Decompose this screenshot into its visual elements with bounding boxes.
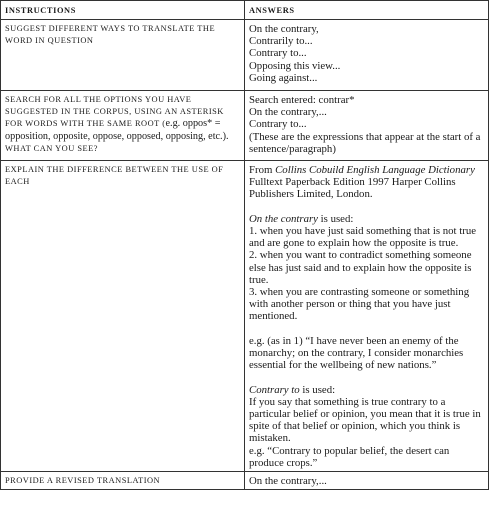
instructions-header: INSTRUCTIONS: [1, 1, 245, 20]
header-row: [1, 1, 489, 20]
instruction-cell: [1, 91, 245, 161]
instruction-cell: SUGGEST DIFFERENT WAYS TO TRANSLATE THE WORD IN QUESTION: [1, 20, 245, 91]
answer-line: Search entered: contrar*: [249, 94, 355, 106]
instruction-cell: PROVIDE A REVISED TRANSLATION: [1, 472, 245, 490]
answer-line: Opposing this view...: [249, 59, 341, 72]
answer-cell: [245, 91, 489, 161]
table-row: [1, 472, 489, 490]
answer-line: Contrarily to...: [249, 35, 313, 48]
instruction-text: SEARCH FOR ALL THE OPTIONS YOU HAVE SUGGESTED IN THE CORPUS, USING AN ASTERISK FOR WORDS WITH THE SAME ROOT (: [5, 95, 224, 129]
table-row: [1, 91, 489, 161]
answer-cell: [245, 20, 489, 91]
answer-line: On the contrary,: [249, 23, 319, 35]
answer-line: Going against...: [249, 71, 318, 84]
dictionary-source: From Collins Cobuild English Language Dictionary Fulltext Paperback Edition 1997 Harper Collins Publishers Limited, London.: [249, 164, 475, 201]
table-row: [1, 161, 489, 472]
example-text: e.g. (as in 1) “I have never been an enemy of the monarchy; on the contrary, I consider monarchies essential for the wellbeing of new nations.”: [249, 334, 464, 372]
usage-item: 3. when you are contrasting someone or something with another person or thing that you have just mentioned.: [249, 286, 470, 323]
usage-item: 2. when you want to contradict something someone else has just said and to explain how the opposite is true.: [249, 249, 472, 286]
answer-line: Contrary to...: [249, 47, 307, 60]
instruction-example: e.g. oppos* = opposition, opposite, oppose, opposed, opposing, etc.).: [5, 118, 229, 142]
instruction-cell: EXPLAIN THE DIFFERENCE BETWEEN THE USE OF EACH: [1, 161, 245, 472]
table-row: [1, 20, 489, 91]
term2-definition: If you say that something is true contrary to a particular belief or opinion, you mean that it is true in spite of that belief or opinion, which you think is mistaken.: [249, 395, 481, 445]
instruction-question: WHAT CAN YOU SEE?: [5, 143, 98, 153]
answer-cell: On the contrary,...: [245, 472, 489, 490]
term2-heading: Contrary to is used:: [249, 383, 336, 396]
term1-heading: On the contrary is used:: [249, 212, 354, 225]
example-text: e.g. “Contrary to popular belief, the desert can produce crops.”: [249, 444, 450, 469]
answer-line: Contrary to...: [249, 118, 307, 131]
answer-line: On the contrary,...: [249, 106, 327, 119]
dictionary-title: Collins Cobuild English Language Dictionary: [275, 164, 475, 176]
usage-item: 1. when you have just said something that is not true and are gone to explain how the opposite is true.: [249, 225, 477, 250]
answer-line: (These are the expressions that appear at the start of a sentence/paragraph): [249, 130, 481, 155]
answer-cell: [245, 161, 489, 472]
answers-header: ANSWERS: [245, 1, 489, 20]
